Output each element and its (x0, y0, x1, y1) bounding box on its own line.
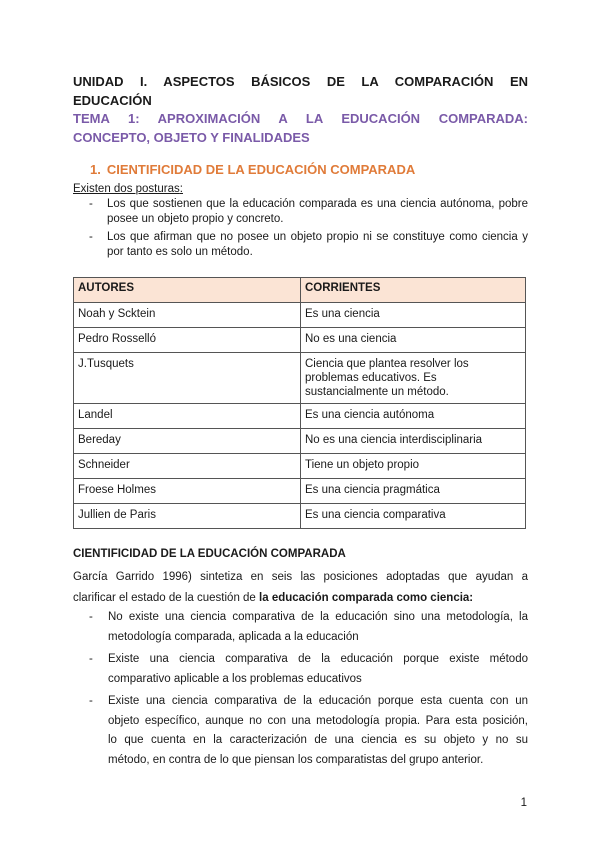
author-cell: Landel (74, 404, 301, 429)
author-cell: Jullien de Paris (74, 504, 301, 529)
table-row (74, 404, 526, 429)
intro-paragraph: García Garrido 1996) sintetiza en seis las posiciones adoptadas que ayudan a clarificar el estado de la cuestión de la educación comparada como ciencia: (73, 571, 528, 604)
current-cell: No es una ciencia interdisciplinaria (301, 429, 526, 454)
header-autores: AUTORES (74, 278, 301, 303)
list-item: - Existe una ciencia comparativa de la educación porque esta cuenta con un objeto específico, aunque no con una metodología propia. Para esta posición, lo que cuenta en la caracterización de una ciencia es su objeto y no su método, en contra de lo que piensan los comparatistas del grupo anterior. (89, 695, 528, 766)
table-row (74, 429, 526, 454)
current-cell: Es una ciencia autónoma (301, 404, 526, 429)
table-row (74, 504, 526, 529)
list-item: - Los que afirman que no posee un objeto propio ni se constituye como ciencia y por tanto es solo un método. (89, 231, 528, 258)
page-number: 1 (520, 797, 527, 809)
table-row (74, 353, 526, 404)
current-cell: Es una ciencia (301, 303, 526, 328)
authors-table (73, 277, 526, 529)
author-cell: Pedro Rosselló (74, 328, 301, 353)
current-cell: No es una ciencia (301, 328, 526, 353)
current-cell: Es una ciencia pragmática (301, 479, 526, 504)
list-item: - Los que sostienen que la educación comparada es una ciencia autónoma, pobre posee un objeto propio y concreto. (89, 198, 528, 225)
author-cell: Noah y Scktein (74, 303, 301, 328)
section-heading: 1. CIENTIFICIDAD DE LA EDUCACIÓN COMPARADA (90, 162, 416, 177)
list-item: - No existe una ciencia comparativa de la educación sino una metodología, la metodología comparada, aplicada a la educación (89, 611, 528, 643)
current-cell: Ciencia que plantea resolver los problemas educativos. Es sustancialmente un método. (301, 353, 526, 404)
author-cell: Bereday (74, 429, 301, 454)
table-row (74, 479, 526, 504)
tema-heading: TEMA 1: APROXIMACIÓN A LA EDUCACIÓN COMPARADA: CONCEPTO, OBJETO Y FINALIDADES (73, 111, 528, 145)
table-row (74, 328, 526, 353)
current-cell: Tiene un objeto propio (301, 454, 526, 479)
author-cell: Froese Holmes (74, 479, 301, 504)
table-header-row (74, 278, 526, 303)
intro-text: Existen dos posturas: (73, 183, 183, 195)
table-row (74, 303, 526, 328)
positions-list (73, 608, 528, 773)
header-corrientes: CORRIENTES (301, 278, 526, 303)
list-item: - Existe una ciencia comparativa de la educación porque existe método comparativo aplicable a los problemas educativos (89, 653, 528, 685)
author-cell: Schneider (74, 454, 301, 479)
current-cell: Es una ciencia comparativa (301, 504, 526, 529)
table-row (74, 454, 526, 479)
unit-heading: UNIDAD I. ASPECTOS BÁSICOS DE LA COMPARACIÓN EN EDUCACIÓN (73, 74, 528, 108)
postures-list (73, 197, 528, 263)
subheading: CIENTIFICIDAD DE LA EDUCACIÓN COMPARADA (73, 548, 346, 560)
author-cell: J.Tusquets (74, 353, 301, 404)
